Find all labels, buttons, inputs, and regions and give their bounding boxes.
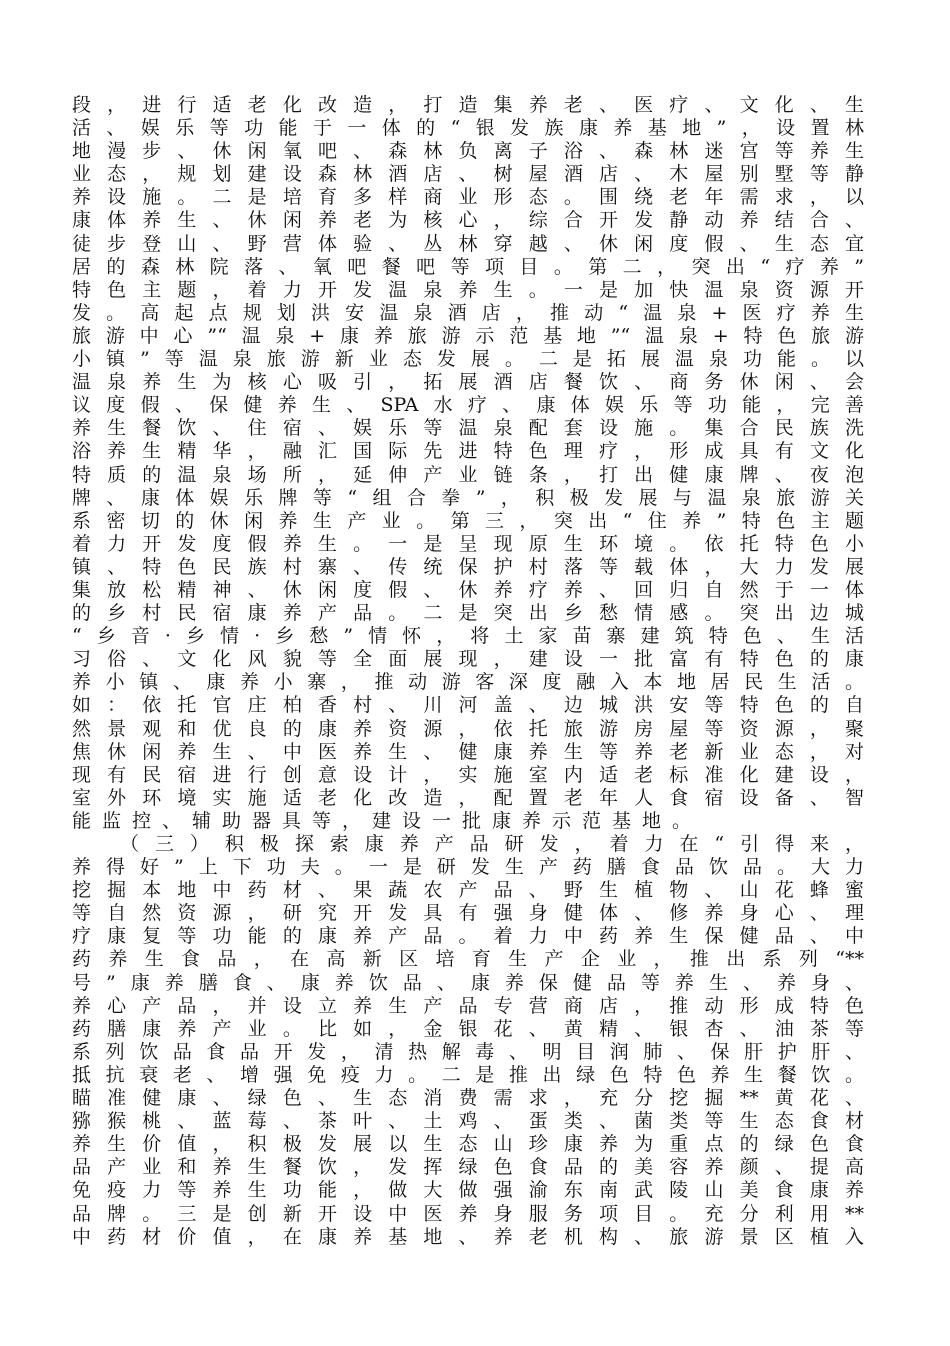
text-line: 镇、特色民族村寨、传统保护村落等载体，大力发展 (72, 555, 864, 578)
text-line: 养心产品，并设立养生产品专营商店，推动形成特色 (72, 994, 864, 1017)
text-line: 药养生食品，在高新区培育生产企业，推出系列“** (72, 948, 864, 971)
text-line: 居的森林院落、氧吧餐吧等项目。第二，突出“疗养” (72, 255, 864, 278)
text-line: 徒步登山、野营体验、丛林穿越、休闲度假、生态宜 (72, 232, 864, 255)
text-line: 康体养生、休闲养老为核心，综合开发静动养结合、 (72, 209, 864, 232)
text-line: 业态，规划建设森林酒店、树屋酒店、木屋别墅等静 (72, 163, 864, 186)
text-line: 养设施。二是培育多样商业形态。围绕老年需求，以 (72, 186, 864, 209)
text-line: 如：依托官庄柏香村、川河盖、边城洪安等特色的自 (72, 694, 864, 717)
text-line: 焦休闲养生、中医养生、健康养生等养老新业态，对 (72, 740, 864, 763)
text-line: 小镇”等温泉旅游新业态发展。二是拓展温泉功能。以 (72, 348, 864, 371)
text-line: 地漫步、休闲氧吧、森林负离子浴、森林迷宫等养生 (72, 140, 864, 163)
text-line: 品牌。三是创新开设中医养身服务项目。充分利用** (72, 1202, 864, 1225)
text-line: 抵抗衰老、增强免疫力。二是推出绿色特色养生餐饮。 (72, 1063, 864, 1086)
text-line: 现有民宿进行创意设计，实施室内适老标准化建设， (72, 763, 864, 786)
text-line: 瞄准健康、绿色、生态消费需求，充分挖掘**黄花、 (72, 1087, 864, 1110)
text-line: 中药材价值，在康养基地、养老机构、旅游景区植入 (72, 1225, 864, 1248)
text-line: 号”康养膳食、康养饮品、康养保健品等养生、养身、 (72, 971, 864, 994)
text-line: “乡音·乡情·乡愁”情怀，将土家苗寨建筑特色、生活 (72, 625, 864, 648)
text-line: 猕猴桃、蓝莓、茶叶、土鸡、蛋类、菌类等生态食材 (72, 1110, 864, 1133)
text-line: 养得好”上下功夫。一是研发生产药膳食品饮品。大力 (72, 856, 864, 879)
text-line: 段，进行适老化改造，打造集养老、医疗、文化、生 (72, 94, 864, 116)
text-line: 养生价值，积极发展以生态山珍康养为重点的绿色食 (72, 1133, 864, 1156)
text-line: 室外环境实施适老化改造，配置老年人食宿设备、智 (72, 786, 864, 809)
text-line: 疗康复等功能的康养产品。着力中药养生保健品、中 (72, 925, 864, 948)
text-line: 养生餐饮、住宿、娱乐等温泉配套设施。集合民族洗 (72, 417, 864, 440)
text-line: 活、娱乐等功能于一体的“银发族康养基地”，设置林 (72, 117, 864, 140)
text-line: 集放松精神、休闲度假、休养疗养、回归自然于一体 (72, 578, 864, 601)
text-line: 温泉养生为核心吸引，拓展酒店餐饮、商务休闲、会 (72, 371, 864, 394)
text-line: 挖掘本地中药材、果蔬农产品、野生植物、山花蜂蜜 (72, 879, 864, 902)
text-line: 发。高起点规划洪安温泉酒店，推动“温泉+医疗养生 (72, 301, 864, 324)
text-line: 的乡村民宿康养产品。二是突出乡愁情感。突出边城 (72, 602, 864, 625)
text-line: 习俗、文化风貌等全面展现，建设一批富有特色的康 (72, 648, 864, 671)
paragraph-end-line: 能监控、辅助器具等，建设一批康养示范基地。 (72, 809, 703, 832)
text-line: 牌、康体娱乐牌等“组合拳”，积极发展与温泉旅游关 (72, 486, 864, 509)
text-line: 旅游中心”“温泉+康养旅游示范基地”“温泉+特色旅游 (72, 324, 864, 347)
section-heading-line: （三）积极探索康养产品研发，着力在“引得来， (120, 833, 864, 855)
text-line: 系密切的休闲养生产业。第三，突出“住养”特色主题 (72, 509, 864, 532)
text-line: 养小镇、康养小寨，推动游客深度融入本地居民生活。 (72, 671, 864, 694)
body-text (72, 94, 864, 1249)
text-line: 免疫力等养生功能，做大做强渝东南武陵山美食康养 (72, 1179, 864, 1202)
text-line: 特质的温泉场所，延伸产业链条，打出健康牌、夜泡 (72, 463, 864, 486)
text-line: 药膳康养产业。比如，金银花、黄精、银杏、油茶等 (72, 1017, 864, 1040)
text-line: 着力开发度假养生。一是呈现原生环境。依托特色小 (72, 532, 864, 555)
text-line: 系列饮品食品开发，清热解毒、明目润肺、保肝护肝、 (72, 1040, 864, 1063)
text-line: 然景观和优良的康养资源，依托旅游房屋等资源，聚 (72, 717, 864, 740)
text-line: 浴养生精华，融汇国际先进特色理疗，形成具有文化 (72, 440, 864, 463)
text-line: 特色主题，着力开发温泉养生。一是加快温泉资源开 (72, 278, 864, 301)
text-line: 议度假、保健养生、SPA水疗、康体娱乐等功能，完善 (72, 394, 864, 417)
text-line: 等自然资源，研究开发具有强身健体、修养身心、理 (72, 902, 864, 925)
text-line: 品产业和养生餐饮，发挥绿色食品的美容养颜、提高 (72, 1156, 864, 1179)
